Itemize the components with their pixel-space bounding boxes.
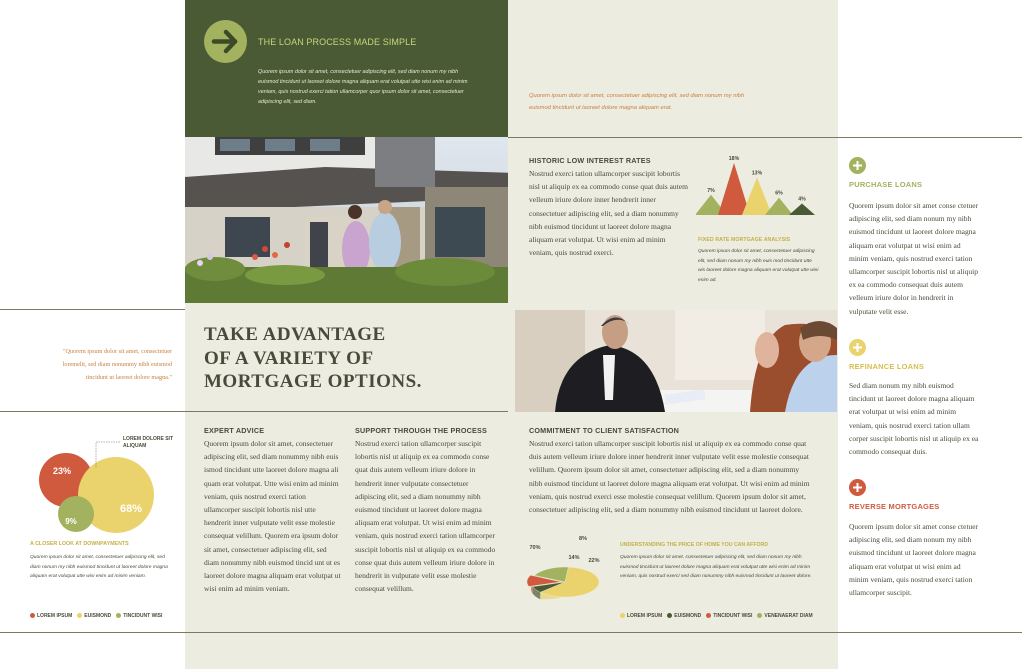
peak-label: 7% xyxy=(707,187,715,194)
legend-item xyxy=(620,613,662,619)
pie-label: 70% xyxy=(529,545,541,551)
understanding-title: UNDERSTANDING THE PRICE OF HOME YOU CAN AFFORD xyxy=(620,542,769,548)
divider-left-bottom xyxy=(0,411,508,412)
purchase-loans-title: PURCHASE LOANS xyxy=(849,180,923,189)
peak-label: 4% xyxy=(798,196,806,203)
legend-swatch xyxy=(77,613,82,618)
legend-label: TINCIDUNT WISI xyxy=(123,613,163,619)
commitment-title: COMMITMENT TO CLIENT SATISFACTION xyxy=(529,426,680,435)
headline-line-3: MORTGAGE OPTIONS. xyxy=(204,371,422,392)
closer-look-title: A CLOSER LOOK AT DOWNPAYMENTS xyxy=(30,541,129,547)
pie-label: 22% xyxy=(588,558,600,564)
legend-swatch xyxy=(30,613,35,618)
pie-label: 14% xyxy=(568,555,580,561)
fixed-rate-text: Quorem ipsum dolor sit amet, consectetuer adipiscing elit, sed diam nonum my nibh euis mod tincidunt utte wis laoreet dolore magna aliquam erat volutpat utte wisi enim ad. xyxy=(698,249,819,283)
support-text: Nostrud exerci tation ullamcorper suscipit lobortis nisl ut aliquip ex ea commodo conse quat duis autem velleum iriure dolore in hendrerit inner vulputate consectetuer adipiscing elit, sed a diam nonummy nibh euismod tincidunt ut laoreet dolore magna aliquam erat volutpat. Ut wisi enim ad minim veniam, quis nostrud exerci tation ullamcorper suscipit lobortis nisl ut aliquip ex ea commodo conse quat duis autem velleum iriure dolore in hendrerit in vulputate velit esse molestie consequat velillum. xyxy=(355,439,496,594)
arrow-right-icon xyxy=(204,20,247,63)
plus-icon xyxy=(849,479,866,496)
support-title: SUPPORT THROUGH THE PROCESS xyxy=(355,426,487,435)
expert-advice-title: EXPERT ADVICE xyxy=(204,426,265,435)
closer-look-text: Quorem ipsum dolor sit amet, consectetuer adipiscing elit, sed diam nonum my nibh euismod tincidunt ut laoreet dolore magna aliquam erat volutpat utte wisi enim ad minim veniam. xyxy=(30,555,168,579)
reverse-mortgages-text: Quorem ipsum dolor sit amet conse ctetuer adipiscing elit, sed diam nonum my nibh euismod tincidunt ut laoreet dolore magna aliquam erat volutpat ut wisi enim ad minim veniam, quis nostrud exerci tation ullamcorper suscipit. xyxy=(849,522,979,598)
legend-item xyxy=(77,613,111,619)
plus-icon xyxy=(849,339,866,356)
hero-text: Quorem ipsum dolor sit amet, consectetuer adipiscing elit, sed diam nonum my nibh euismod tincidunt ut laoreet dolore magna aliquam erat volutpat utte wisi enim ad minim veniam, quis nostrud exerci tation ullamcorper quor ipsum dolor sit amet, consectetuer adipiscing elit, sed diam. xyxy=(258,69,468,105)
legend-label: LOREM IPSUM xyxy=(37,613,73,619)
refinance-loans-title: REFINANCE LOANS xyxy=(849,362,925,371)
downpayment-circle xyxy=(58,496,94,532)
legend-label: VENENAERAT DIAM xyxy=(764,613,813,619)
peak-label: 13% xyxy=(751,170,763,177)
legend-item xyxy=(667,613,701,619)
legend-label: TINCIDUNT WISI xyxy=(713,613,753,619)
downpayment-label: 68% xyxy=(119,503,143,515)
legend-swatch xyxy=(757,613,762,618)
legend-item xyxy=(116,613,162,619)
fixed-rate-title: FIXED RATE MORTGAGE ANALYSIS xyxy=(698,237,791,243)
headline-line-1: TAKE ADVANTAGE xyxy=(204,324,386,345)
legend-item xyxy=(757,613,812,619)
pie-label: 8% xyxy=(579,536,587,542)
peak-label: 6% xyxy=(775,190,783,197)
divider-left-top xyxy=(0,309,185,310)
divider-footer xyxy=(0,632,1022,633)
refinance-loans-text: Sed diam nonum my nibh euismod tincidunt ut laoreet dolore magna aliquam erat volutpat ut wisi enim ad minim veniam, quis nostrud exerci tation ullam corper suscipit lobortis nisl ut aliquip ex ea commodo consequat duis. xyxy=(849,381,979,457)
legend-swatch xyxy=(116,613,121,618)
mountain-peak xyxy=(742,177,772,215)
mountain-peak xyxy=(765,198,793,215)
commitment-text: Nostrud exerci tation ullamcorper suscipit lobortis nisl ut aliquip ex ea commodo conse quat duis autem velleum iriure dolore inner hendrerit inner vulputate velit esse molestie consequat velillum. Quorem ipsum dolor sit amet, consectetuer adipiscing elit, sed a diam nonummy nibh euismod tincidunt ut laoreet dolore magna aliquam erat volutpat. Ut wisi enim ad minim veniam, quis nostrud exerci esse molestie consequat velillum. Quorem ipsum dolor sit amet, consectetuer adipiscing elit, sed a diam nonummy nibh euismod tincidunt ut laoreet dolore. xyxy=(529,439,810,515)
affordability-legend xyxy=(620,602,818,621)
headline xyxy=(204,323,422,394)
reverse-mortgages-title: REVERSE MORTGAGES xyxy=(849,502,940,511)
mountain-peak xyxy=(789,203,815,215)
house-couple-photo xyxy=(185,137,508,303)
headline-line-2: OF A VARIETY OF xyxy=(204,347,374,369)
understanding-text: Quorem ipsum dolor sit amet, consectetuer adipiscing elit, sed diam nonum my nibh euismod tincidunt ut laoreet dolore magna aliquam erat volutpat utte wisi enim ad minim veniam, quis nostrud exerci sed diam nonummy nibh euismod tincidunt ut laoreet dolore. xyxy=(620,555,812,579)
divider-right-top xyxy=(508,137,1022,138)
downpayment-label: 9% xyxy=(65,517,77,526)
hero-title: THE LOAN PROCESS MADE SIMPLE xyxy=(258,37,417,47)
left-quote: "Quorem ipsum dolor sit amet, consectetuer loremelit, sed diam nonummy nibh euismod tincidunt ut laoreet dolore magna." xyxy=(62,348,172,381)
affordability-pie-chart xyxy=(527,536,617,606)
downpayment-callout: LOREM DOLORE SIT ALIQUAM xyxy=(123,436,173,449)
hero-box xyxy=(185,0,508,137)
expert-advice-text: Quorem ipsum dolor sit amet, consectetuer adipiscing elit, sed diam nonummy nibh euis ismod tincidunt utte laoreet dolore magna ali quam erat volutpat. Utte wisi enim ad minim veniam, quis nostrud exerci tation ullamcorper suscipit lobortis nisl utte hendrerit inner vulputate velit esse molestie consequat velillum. Quorem era ipsum dolor sit amet, consectetuer adipiscing elit, sed diam nonummy nibh euismod tincid unt ut es laoreet dolore magna aliquam erat volutpat ut wisi enim ad minim veniam. xyxy=(204,439,341,594)
top-quote: Quorem ipsum dolor sit amet, consectetuer adipiscing elit, sed diam nonum my nibh euismod tincidunt ut laoreet dolore magna aliquam erat. xyxy=(529,93,745,111)
legend-label: EUISMOND xyxy=(84,613,112,619)
downpayment-label: 23% xyxy=(52,466,72,476)
historic-text: Nostrud exerci tation ullamcorper suscipit lobortis nisl ut aliquip ex ea commodo conse quat duis autem velleum iriure dolore inner hendrerit inner consectetuer adipiscing elit, sed a diam nonummy nibh euismod tincidunt ut laoreet dolore magna aliquam erat volutpat. Ut wisi enim ad minim veniam, quis nostrud exerci. xyxy=(529,169,688,258)
legend-swatch xyxy=(620,613,625,618)
fixed-rate-chart xyxy=(696,155,818,217)
legend-label: EUISMOND xyxy=(674,613,702,619)
legend-item xyxy=(706,613,752,619)
legend-swatch xyxy=(706,613,711,618)
legend-item xyxy=(30,613,72,619)
legend-label: LOREM IPSUM xyxy=(627,613,663,619)
historic-title: HISTORIC LOW INTEREST RATES xyxy=(529,156,651,165)
meeting-photo xyxy=(515,310,837,412)
downpayment-legend xyxy=(30,602,167,621)
plus-icon xyxy=(849,157,866,174)
legend-swatch xyxy=(667,613,672,618)
peak-label: 18% xyxy=(728,156,740,162)
purchase-loans-text: Quorem ipsum dolor sit amet conse ctetuer adipiscing elit, sed diam nonum my nibh euismod tincidunt ut laoreet dolore magna aliquam erat volutpat ut wisi enim ad minim veniam, quis nostrud exerci tation ullamcorper suscipit lobortis nisl ut aliquip ex ea commodo consequat duis autem velleum iriure dolor in hendrerit in vulputate velit esse. xyxy=(849,201,979,316)
